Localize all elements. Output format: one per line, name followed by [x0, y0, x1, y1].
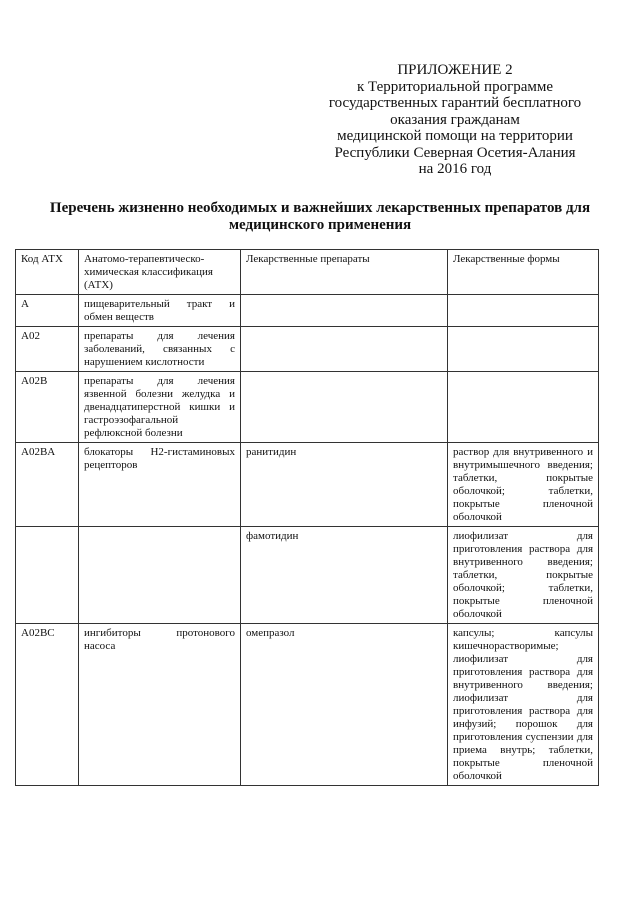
cell-atc	[79, 527, 241, 624]
cell-atc: препараты для лечения язвенной болезни желудка и двенадцатиперстной кишки и гастроэзофагальной рефлюксной болезни	[79, 372, 241, 443]
cell-forms	[448, 372, 599, 443]
appendix-header	[320, 62, 590, 178]
appendix-line: государственных гарантий бесплатного	[328, 95, 582, 111]
table-row	[16, 295, 599, 327]
cell-code: A02BA	[16, 443, 79, 527]
header-atc: Анатомо-терапевтическо-химическая классификация (АТХ)	[79, 250, 241, 295]
appendix-line: медицинской помощи на территории	[337, 128, 573, 144]
cell-atc: пищеварительный тракт и обмен веществ	[79, 295, 241, 327]
cell-code: A02	[16, 327, 79, 372]
cell-code: A02B	[16, 372, 79, 443]
table-header-row	[16, 250, 599, 295]
cell-drug: ранитидин	[241, 443, 448, 527]
document-title-line: медицинского применения	[228, 217, 412, 233]
header-forms: Лекарственные формы	[448, 250, 599, 295]
table-row	[16, 327, 599, 372]
document-title-line: Перечень жизненно необходимых и важнейших лекарственных препаратов для	[49, 200, 591, 216]
appendix-year: на 2016 год	[418, 161, 492, 177]
cell-atc: препараты для лечения заболеваний, связанных с нарушением кислотности	[79, 327, 241, 372]
appendix-line: Республики Северная Осетия-Алания	[334, 144, 576, 161]
appendix-line: к Территориальной программе	[356, 78, 554, 95]
cell-code	[16, 527, 79, 624]
cell-forms	[448, 295, 599, 327]
appendix-line: оказания гражданам	[390, 111, 520, 128]
cell-drug: омепразол	[241, 624, 448, 786]
appendix-title: ПРИЛОЖЕНИЕ 2	[397, 62, 513, 78]
cell-drug: фамотидин	[241, 527, 448, 624]
document-title	[20, 200, 620, 234]
cell-forms: раствор для внутривенного и внутримышечного введения; таблетки, покрытые оболочкой; таблетки, покрытые пленочной оболочкой	[448, 443, 599, 527]
cell-forms	[448, 327, 599, 372]
table-row	[16, 527, 599, 624]
cell-code: A	[16, 295, 79, 327]
cell-drug	[241, 295, 448, 327]
cell-atc: ингибиторы протонового насоса	[79, 624, 241, 786]
cell-drug	[241, 372, 448, 443]
cell-atc: блокаторы H2-гистаминовых рецепторов	[79, 443, 241, 527]
drug-list-table	[15, 249, 599, 786]
cell-forms: капсулы; капсулы кишечнорастворимые; лиофилизат для приготовления раствора для внутривенного введения; лиофилизат для приготовления раствора для инфузий; порошок для приготовления суспензии для приема внутрь; таблетки, покрытые пленочной оболочкой	[448, 624, 599, 786]
cell-drug	[241, 327, 448, 372]
table-row	[16, 443, 599, 527]
header-drugs: Лекарственные препараты	[241, 250, 448, 295]
cell-code: A02BC	[16, 624, 79, 786]
table-row	[16, 624, 599, 786]
header-code: Код АТХ	[16, 250, 79, 295]
table-row	[16, 372, 599, 443]
cell-forms: лиофилизат для приготовления раствора для внутривенного введения; таблетки, покрытые оболочкой; таблетки, покрытые пленочной оболочкой	[448, 527, 599, 624]
